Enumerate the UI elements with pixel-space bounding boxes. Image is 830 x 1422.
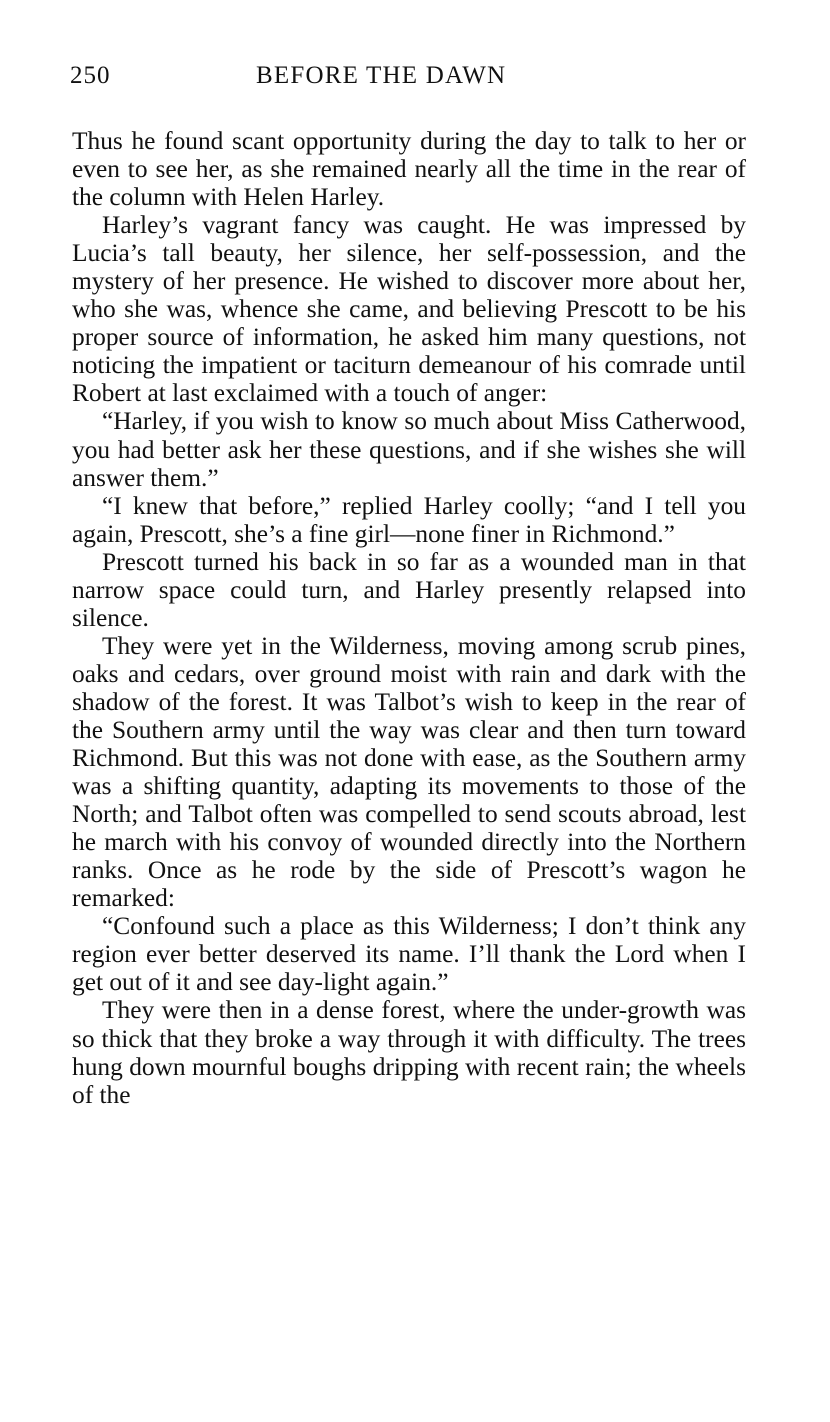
- page-number: 250: [70, 62, 111, 89]
- page-header: [70, 62, 746, 96]
- paragraph: Harley’s vagrant fancy was caught. He was impressed by Lucia’s tall beauty, her silence, her self-possession, and the mystery of her presence. He wished to discover more about her, who she was, whence she came, and believing Prescott to be his proper source of information, he asked him many questions, not noticing the impatient or taciturn demeanour of his comrade until Robert at last exclaimed with a touch of anger:: [72, 211, 746, 408]
- paragraph: They were yet in the Wilderness, moving among scrub pines, oaks and cedars, over ground moist with rain and dark with the shadow of the forest. It was Talbot’s wish to keep in the rear of the Southern army until the way was clear and then turn toward Richmond. But this was not done with ease, as the Southern army was a shifting quantity, adapting its movements to those of the North; and Talbot often was compelled to send scouts abroad, lest he march with his convoy of wounded directly into the Northern ranks. Once as he rode by the side of Prescott’s wagon he remarked:: [72, 631, 746, 913]
- paragraph: Thus he found scant opportunity during the day to talk to her or even to see her, as she remained nearly all the time in the rear of the column with Helen Harley.: [72, 127, 746, 212]
- running-title: BEFORE THE DAWN: [256, 62, 507, 89]
- paragraph: “I knew that before,” replied Harley coolly; “and I tell you again, Prescott, she’s a fine girl—none finer in Richmond.”: [72, 491, 746, 548]
- paragraph: They were then in a dense forest, where the under-growth was so thick that they broke a way through it with difficulty. The trees hung down mournful boughs dripping with recent rain; the wheels of the: [72, 996, 746, 1109]
- body-text: [72, 127, 746, 1109]
- paragraph: “Harley, if you wish to know so much about Miss Catherwood, you had better ask her these questions, and if she wishes she will answer them.”: [72, 407, 746, 492]
- paragraph: Prescott turned his back in so far as a wounded man in that narrow space could turn, and Harley presently relapsed into silence.: [72, 547, 746, 632]
- paragraph: “Confound such a place as this Wilderness; I don’t think any region ever better deserved its name. I’ll thank the Lord when I get out of it and see day-light again.”: [72, 912, 746, 997]
